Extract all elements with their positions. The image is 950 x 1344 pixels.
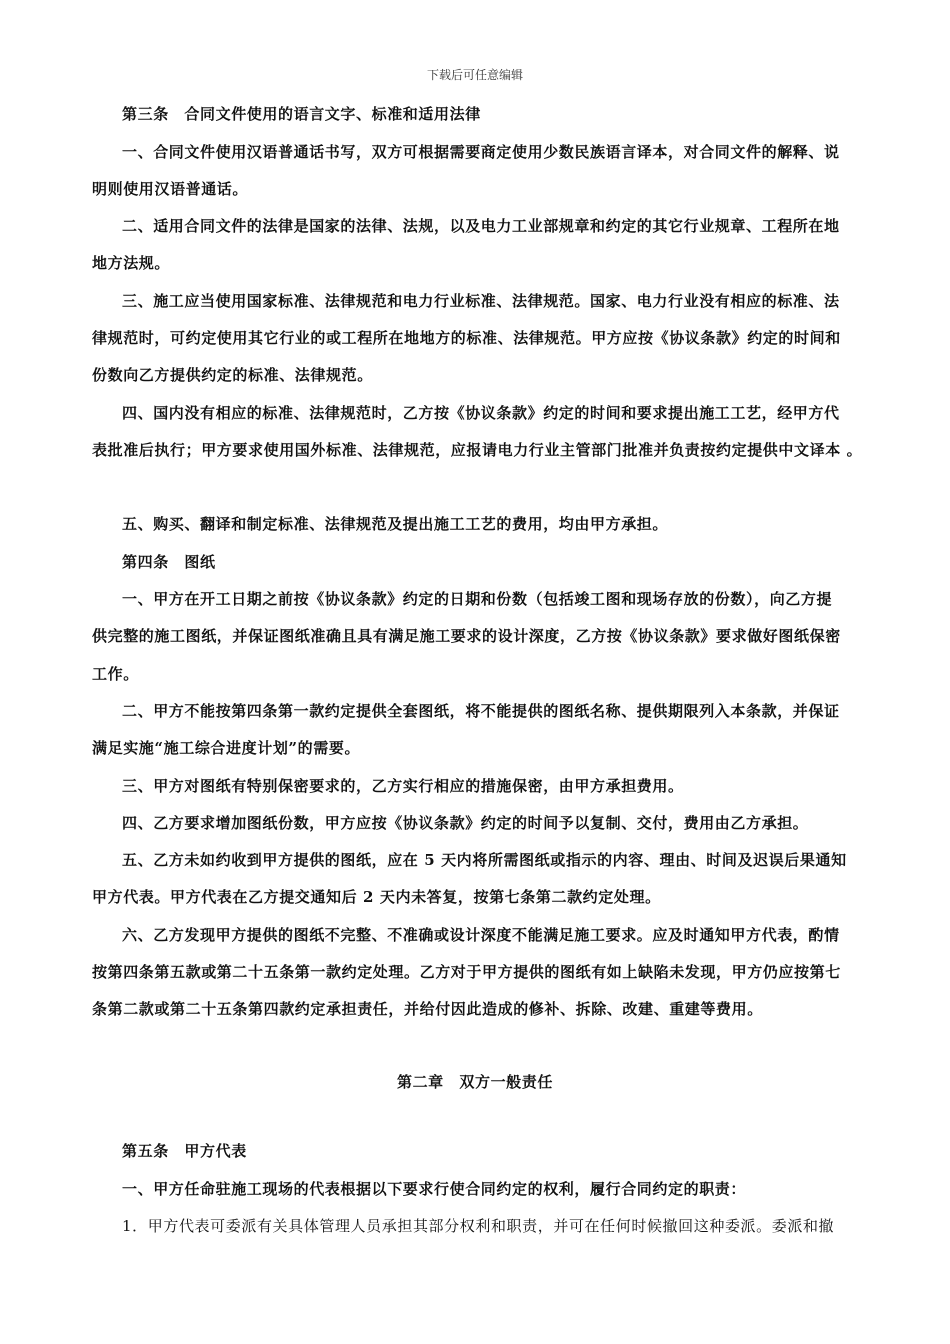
paragraph-line: 六、乙方发现甲方提供的图纸不完整、不准确或设计深度不能满足施工要求。应及时通知甲方代表，酌情 — [122, 926, 840, 944]
article-5-heading: 第五条 甲方代表 — [122, 1142, 247, 1160]
paragraph-line: 二、甲方不能按第四条第一款约定提供全套图纸，将不能提供的图纸名称、提供期限列入本条款，并保证 — [122, 702, 840, 720]
paragraph-line: 四、乙方要求增加图纸份数，甲方应按《协议条款》约定的时间予以复制、交付，费用由乙方承担。 — [122, 814, 809, 832]
page-header: 下载后可任意编辑 — [426, 68, 523, 82]
paragraph-line: 地方法规。 — [92, 254, 171, 272]
paragraph-line: 明则使用汉语普通话。 — [92, 180, 249, 198]
article-4-heading: 第四条 图纸 — [122, 553, 216, 571]
paragraph-line: 工作。 — [92, 665, 139, 683]
paragraph-line: 律规范时，可约定使用其它行业的或工程所在地地方的标准、法律规范。甲方应按《协议条款》约定的时间和 — [92, 329, 841, 347]
paragraph-line: 满足实施“施工综合进度计划”的需要。 — [92, 739, 361, 757]
paragraph-line: 三、施工应当使用国家标准、法律规范和电力行业标准、法律规范。国家、电力行业没有相应的标准、法 — [122, 292, 840, 310]
article-3-heading: 第三条 合同文件使用的语言文字、标准和适用法律 — [122, 105, 481, 123]
paragraph-line: 三、甲方对图纸有特别保密要求的，乙方实行相应的措施保密，由甲方承担费用。 — [122, 777, 684, 795]
paragraph-line: 五、乙方未如约收到甲方提供的图纸，应在 5 天内将所需图纸或指示的内容、理由、时间及迟误后果通知 — [122, 851, 847, 869]
chapter-2-heading: 第二章 双方一般责任 — [396, 1073, 553, 1091]
paragraph-line: 五、购买、翻译和制定标准、法律规范及提出施工工艺的费用，均由甲方承担。 — [122, 515, 669, 533]
paragraph-line: 条第二款或第二十五条第四款约定承担责任，并给付因此造成的修补、拆除、改建、重建等费用。 — [92, 1000, 763, 1018]
paragraph-line: 表批准后执行；甲方要求使用国外标准、法律规范，应报请电力行业主管部门批准并负责按约定提供中文译本 。 — [92, 441, 863, 459]
paragraph-line: 二、适用合同文件的法律是国家的法律、法规，以及电力工业部规章和约定的其它行业规章、工程所在地 — [122, 217, 840, 235]
paragraph-line: 一、合同文件使用汉语普通话书写，双方可根据需要商定使用少数民族语言译本，对合同文件的解释、说 — [122, 143, 840, 161]
paragraph-line: 甲方代表。甲方代表在乙方提交通知后 2 天内未答复，按第七条第二款约定处理。 — [92, 888, 661, 906]
paragraph-line: 供完整的施工图纸，并保证图纸准确且具有满足施工要求的设计深度，乙方按《协议条款》要求做好图纸保密 — [92, 627, 841, 645]
paragraph-line: 1．甲方代表可委派有关具体管理人员承担其部分权利和职责，并可在任何时候撤回这种委派。委派和撤 — [122, 1217, 835, 1235]
paragraph-line: 按第四条第五款或第二十五条第一款约定处理。乙方对于甲方提供的图纸有如上缺陷未发现，甲方仍应按第七 — [92, 963, 841, 981]
paragraph-line: 份数向乙方提供约定的标准、法律规范。 — [92, 366, 373, 384]
paragraph-line: 一、甲方在开工日期之前按《协议条款》约定的日期和份数（包括竣工图和现场存放的份数），向乙方提 — [122, 590, 833, 608]
paragraph-line: 四、国内没有相应的标准、法律规范时，乙方按《协议条款》约定的时间和要求提出施工工艺，经甲方代 — [122, 404, 840, 422]
paragraph-line: 一、甲方任命驻施工现场的代表根据以下要求行使合同约定的权利，履行合同约定的职责： — [122, 1180, 747, 1198]
